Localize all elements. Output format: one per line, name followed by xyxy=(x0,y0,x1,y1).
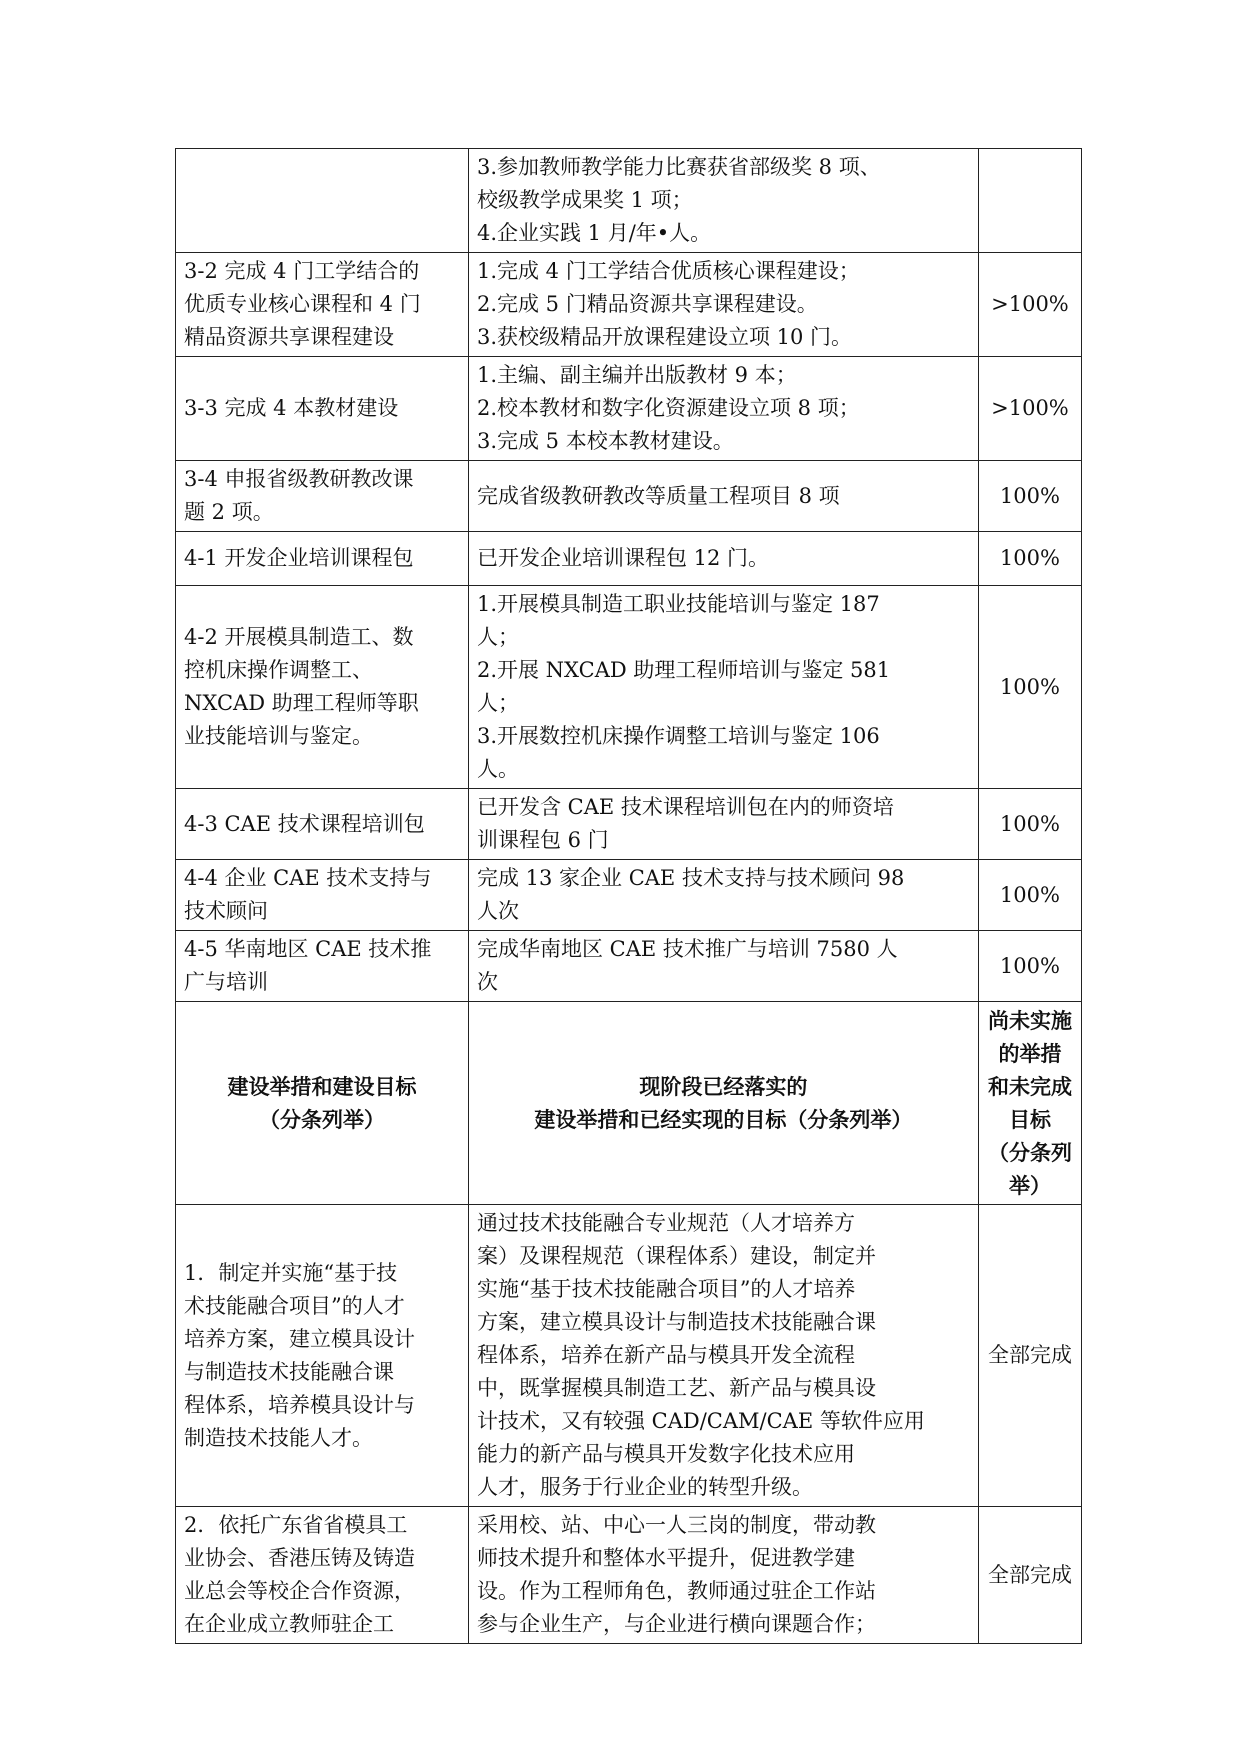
achieved-cell-line: 设。作为工程师角色，教师通过驻企工作站 xyxy=(476,1579,876,1603)
achieved-cell xyxy=(468,532,978,586)
achieved-cell-line: 1.主编、副主编并出版教材 9 本； xyxy=(476,363,797,387)
target-cell-line: 2．依托广东省省模具工 xyxy=(184,1513,408,1537)
achieved-cell xyxy=(468,357,978,461)
target-cell-line: 3-3 完成 4 本教材建设 xyxy=(184,396,399,420)
achieved-cell-line: 1.开展模具制造工职业技能培训与鉴定 187 xyxy=(476,592,880,616)
completion-cell: 100% xyxy=(978,931,1081,1002)
table-row xyxy=(176,149,1082,253)
achieved-cell-line: 3.完成 5 本校本教材建设。 xyxy=(476,429,734,453)
achieved-cell xyxy=(468,1507,978,1644)
completion-cell: >100% xyxy=(978,253,1081,357)
target-cell-line: 3-4 申报省级教研教改课 xyxy=(184,467,414,491)
achieved-cell-line: 实施“基于技术技能融合项目”的人才培养 xyxy=(476,1277,856,1301)
target-cell-line: 培养方案，建立模具设计 xyxy=(184,1326,415,1351)
header-cell-unfinished xyxy=(978,1002,1081,1205)
target-cell xyxy=(176,931,469,1002)
completion-cell: 100% xyxy=(978,586,1081,789)
target-cell-line: 4-4 企业 CAE 技术支持与 xyxy=(184,866,432,890)
header-cell-unfinished-line: 和未完成 xyxy=(987,1074,1072,1099)
target-cell xyxy=(176,253,469,357)
target-cell-line: 业协会、香港压铸及铸造 xyxy=(184,1546,415,1570)
achieved-cell xyxy=(468,860,978,931)
achieved-cell-line: 中，既掌握模具制造工艺、新产品与模具设 xyxy=(476,1376,876,1400)
target-cell-line: 4-2 开展模具制造工、数 xyxy=(184,625,414,649)
achieved-cell xyxy=(468,789,978,860)
header-cell-measures-line: 建设举措和建设目标 xyxy=(227,1074,417,1099)
target-cell-line: 3-2 完成 4 门工学结合的 xyxy=(184,259,420,283)
achieved-cell-line: 完成 13 家企业 CAE 技术支持与技术顾问 98 xyxy=(476,866,905,890)
achieved-cell-line: 程体系，培养在新产品与模具开发全流程 xyxy=(476,1343,855,1367)
target-cell-line: 程体系，培养模具设计与 xyxy=(184,1392,415,1417)
table-row xyxy=(176,789,1082,860)
target-cell-line: 广与培训 xyxy=(184,970,268,994)
header-cell-implemented-line: 现阶段已经落实的 xyxy=(639,1074,808,1099)
completion-cell: >100% xyxy=(978,357,1081,461)
target-cell xyxy=(176,1507,469,1644)
achieved-cell-line: 人； xyxy=(476,691,519,715)
achieved-cell xyxy=(468,461,978,532)
achieved-cell-line: 2.完成 5 门精品资源共享课程建设。 xyxy=(476,292,818,316)
achieved-cell xyxy=(468,149,978,253)
table-row xyxy=(176,1205,1082,1507)
achieved-cell-line: 已开发企业培训课程包 12 门。 xyxy=(476,546,770,570)
achieved-cell-line: 2.开展 NXCAD 助理工程师培训与鉴定 581 xyxy=(476,658,891,682)
target-cell xyxy=(176,789,469,860)
achieved-cell-line: 人次 xyxy=(476,899,519,923)
achieved-cell xyxy=(468,253,978,357)
achieved-cell-line: 案）及课程规范（课程体系）建设，制定并 xyxy=(476,1244,876,1268)
table-row xyxy=(176,931,1082,1002)
achieved-cell-line: 人； xyxy=(476,625,519,649)
table-row xyxy=(176,357,1082,461)
achieved-cell-line: 3.参加教师教学能力比赛获省部级奖 8 项、 xyxy=(476,155,881,179)
target-cell-line: 题 2 项。 xyxy=(184,500,274,524)
progress-table xyxy=(175,148,1082,1644)
completion-cell xyxy=(978,149,1081,253)
achieved-cell-line: 师技术提升和整体水平提升，促进教学建 xyxy=(476,1546,855,1570)
target-cell xyxy=(176,860,469,931)
achieved-cell-line: 已开发含 CAE 技术课程培训包在内的师资培 xyxy=(476,795,894,819)
target-cell-line: 4-1 开发企业培训课程包 xyxy=(184,546,414,570)
target-cell-line: 4-3 CAE 技术课程培训包 xyxy=(184,811,425,836)
target-cell xyxy=(176,532,469,586)
header-cell-unfinished-line: （分条列 xyxy=(987,1140,1072,1165)
target-cell-line: 与制造技术技能融合课 xyxy=(184,1359,394,1384)
target-cell-line: 1．制定并实施“基于技 xyxy=(184,1260,398,1285)
target-cell xyxy=(176,1205,469,1507)
completion-cell: 100% xyxy=(978,532,1081,586)
achieved-cell-line: 方案，建立模具设计与制造技术技能融合课 xyxy=(476,1310,876,1334)
target-cell xyxy=(176,357,469,461)
achieved-cell xyxy=(468,1205,978,1507)
achieved-cell xyxy=(468,586,978,789)
header-cell-unfinished-line: 举） xyxy=(1008,1173,1051,1198)
header-cell-implemented xyxy=(468,1002,978,1205)
header-cell-implemented-line: 建设举措和已经实现的目标（分条列举） xyxy=(534,1107,913,1132)
header-cell-unfinished-line: 尚未实施 xyxy=(987,1008,1072,1033)
achieved-cell-line: 完成省级教研教改等质量工程项目 8 项 xyxy=(476,483,840,508)
achieved-cell-line: 能力的新产品与模具开发数字化技术应用 xyxy=(476,1442,855,1466)
header-cell-unfinished-line: 的举措 xyxy=(998,1041,1062,1066)
achieved-cell-line: 3.开展数控机床操作调整工培训与鉴定 106 xyxy=(476,724,880,748)
target-cell-line: 业技能培训与鉴定。 xyxy=(184,724,373,748)
achieved-cell-line: 训课程包 6 门 xyxy=(476,828,609,852)
table-row xyxy=(176,461,1082,532)
header-cell-measures xyxy=(176,1002,469,1205)
completion-cell: 100% xyxy=(978,860,1081,931)
target-cell-line: 制造技术技能人才。 xyxy=(184,1425,373,1450)
target-cell xyxy=(176,586,469,789)
target-cell-line: 技术顾问 xyxy=(184,899,268,923)
target-cell-line: 优质专业核心课程和 4 门 xyxy=(184,292,421,316)
completion-cell: 全部完成 xyxy=(978,1205,1081,1507)
header-cell-measures-line: （分条列举） xyxy=(258,1107,385,1132)
table-header-row xyxy=(176,1002,1082,1205)
achieved-cell-line: 计技术，又有较强 CAD/CAM/CAE 等软件应用 xyxy=(476,1409,925,1433)
achieved-cell xyxy=(468,931,978,1002)
achieved-cell-line: 2.校本教材和数字化资源建设立项 8 项； xyxy=(476,396,860,420)
target-cell xyxy=(176,149,469,253)
header-cell-unfinished-line: 目标 xyxy=(1008,1107,1051,1132)
completion-cell: 100% xyxy=(978,789,1081,860)
table-row xyxy=(176,586,1082,789)
target-cell-line: NXCAD 助理工程师等职 xyxy=(184,691,419,715)
achieved-cell-line: 校级教学成果奖 1 项； xyxy=(476,188,693,212)
target-cell-line: 术技能融合项目”的人才 xyxy=(184,1293,405,1318)
completion-cell: 100% xyxy=(978,461,1081,532)
target-cell-line: 在企业成立教师驻企工 xyxy=(184,1612,394,1636)
achieved-cell-line: 1.完成 4 门工学结合优质核心课程建设； xyxy=(476,259,860,283)
table-row xyxy=(176,860,1082,931)
achieved-cell-line: 3.获校级精品开放课程建设立项 10 门。 xyxy=(476,325,853,349)
completion-cell: 全部完成 xyxy=(978,1507,1081,1644)
achieved-cell-line: 人才，服务于行业企业的转型升级。 xyxy=(476,1475,813,1499)
achieved-cell-line: 4.企业实践 1 月/年•人。 xyxy=(476,221,712,245)
table-row xyxy=(176,253,1082,357)
target-cell-line: 控机床操作调整工、 xyxy=(184,658,373,682)
achieved-cell-line: 参与企业生产，与企业进行横向课题合作； xyxy=(476,1612,876,1636)
table-row xyxy=(176,532,1082,586)
achieved-cell-line: 通过技术技能融合专业规范（人才培养方 xyxy=(476,1211,855,1235)
achieved-cell-line: 采用校、站、中心一人三岗的制度，带动教 xyxy=(476,1513,876,1537)
target-cell-line: 业总会等校企合作资源， xyxy=(184,1579,415,1603)
table-row xyxy=(176,1507,1082,1644)
target-cell xyxy=(176,461,469,532)
target-cell-line: 精品资源共享课程建设 xyxy=(184,325,394,349)
target-cell-line: 4-5 华南地区 CAE 技术推 xyxy=(184,937,432,961)
achieved-cell-line: 完成华南地区 CAE 技术推广与培训 7580 人 xyxy=(476,937,898,961)
achieved-cell-line: 次 xyxy=(476,970,498,994)
achieved-cell-line: 人。 xyxy=(476,757,519,781)
